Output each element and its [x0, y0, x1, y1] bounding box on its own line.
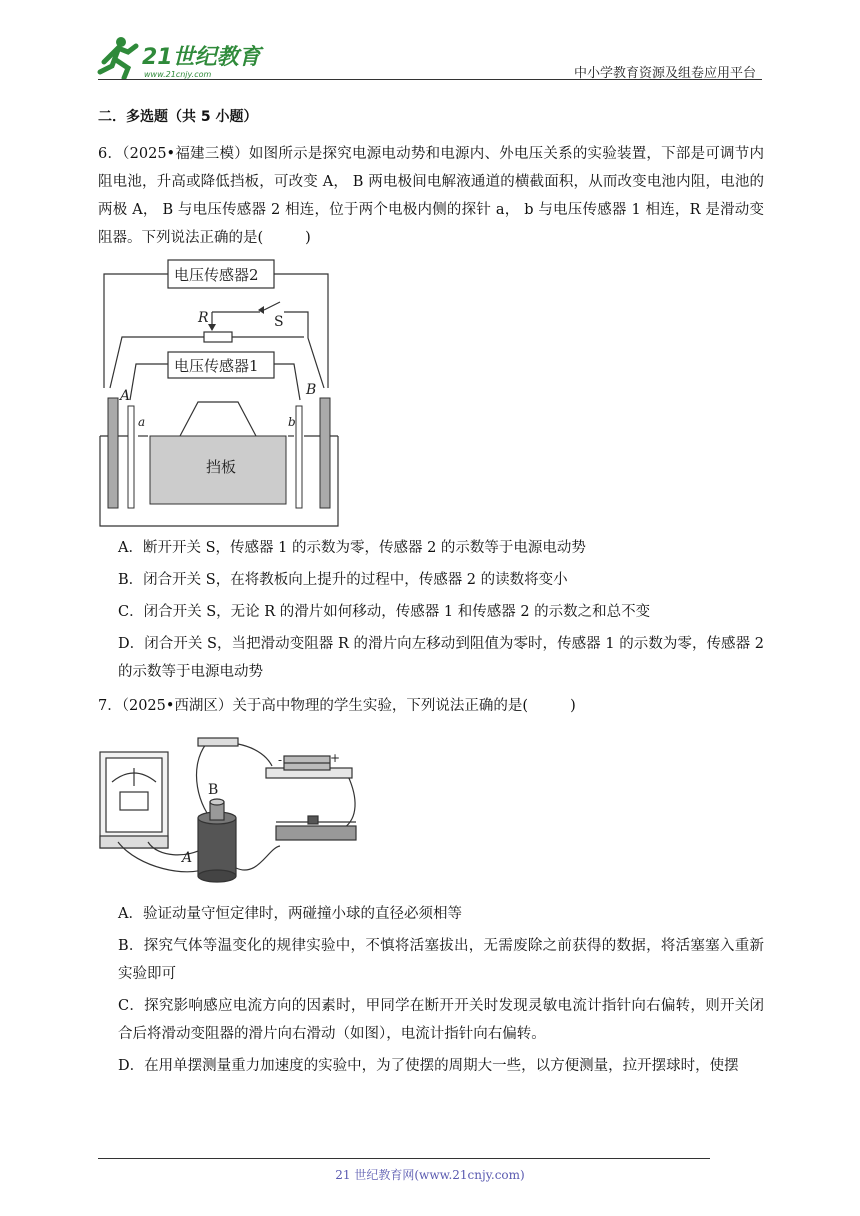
- resistor-label: R: [198, 310, 209, 326]
- probe-a-label: a: [138, 415, 146, 429]
- question-7-option-a: A．验证动量守恒定律时，两碰撞小球的直径必须相等: [118, 906, 462, 922]
- question-6-option-b: B．闭合开关 S，在将教板向上提升的过程中，传感器 2 的读数将变小: [118, 572, 568, 588]
- footer-text: 21 世纪教育网(www.21cnjy.com): [335, 1168, 525, 1182]
- question-6-close: ): [305, 230, 311, 246]
- site-logo: [94, 34, 264, 80]
- probe-b-label: b: [288, 415, 296, 429]
- question-6: [98, 140, 764, 252]
- question-6-text: 6．（2025•福建三模）如图所示是探究电源电动势和电源内、外电压关系的实验装置，下部是可调节内阻电池，升高或降低挡板，可改变 A， B 两电极间电解液通道的横截面积，从而改变电池内阻，电池的两极 A， B 与电压传感器 2 相连，位于两个电极内侧的探针 a， b 与电压传感器 1 相连，R 是滑动变阻器。下列说法正确的是(: [98, 146, 764, 246]
- question-7-option-c: C．探究影响感应电流方向的因素时，甲同学在断开开关时发现灵敏电流计指针向右偏转，则开关闭合后将滑动变阻器的滑片向右滑动（如图），电流计指针向右偏转。: [118, 998, 764, 1042]
- platform-label: 中小学教育资源及组卷应用平台: [573, 66, 756, 81]
- question-7-option-b: B．探究气体等温变化的规律实验中，不慎将活塞拔出，无需废除之前获得的数据，将活塞塞入重新实验即可: [118, 938, 764, 982]
- question-7-close: ): [570, 698, 576, 714]
- question-7-option-d: D．在用单摆测量重力加速度的实验中，为了使摆的周期大一些，以方便测量，拉开摆球时，使摆: [118, 1058, 739, 1074]
- switch-label: S: [274, 314, 284, 330]
- header-divider: [98, 79, 762, 80]
- svg-text:www.21cnjy.com: www.21cnjy.com: [144, 70, 212, 79]
- question-7-text: 7．（2025•西湖区）关于高中物理的学生实验，下列说法正确的是(: [98, 698, 529, 714]
- minus-sign: -: [278, 753, 283, 767]
- question-6-option-c: C．闭合开关 S，无论 R 的滑片如何移动，传感器 1 和传感器 2 的示数之和总不变: [118, 604, 651, 620]
- question-6-option-a: A．断开开关 S，传感器 1 的示数为零，传感器 2 的示数等于电源电动势: [118, 540, 586, 556]
- question-6-figure: [98, 258, 348, 530]
- section-title: 二．多选题（共 5 小题）: [98, 109, 258, 125]
- electrode-a-label: A: [120, 388, 131, 404]
- question-6-option-d: D．闭合开关 S，当把滑动变阻器 R 的滑片向左移动到阻值为零时，传感器 1 的示数为零，传感器 2 的示数等于电源电动势: [118, 636, 764, 680]
- coil-a-label: A: [182, 850, 193, 866]
- baffle-label: 挡板: [206, 458, 237, 476]
- sensor-1-label: 电压传感器1: [174, 357, 259, 375]
- question-7-figure: [98, 728, 368, 890]
- sensor-2-label: 电压传感器2: [174, 266, 259, 284]
- svg-text:21世纪教育: 21世纪教育: [142, 45, 261, 70]
- footer-divider: [98, 1158, 710, 1159]
- question-7: [98, 692, 764, 720]
- plus-sign: +: [330, 751, 341, 765]
- coil-b-label: B: [208, 782, 219, 798]
- page-content: [98, 100, 764, 1084]
- electrode-b-label: B: [306, 382, 317, 398]
- runner-icon: [100, 37, 136, 78]
